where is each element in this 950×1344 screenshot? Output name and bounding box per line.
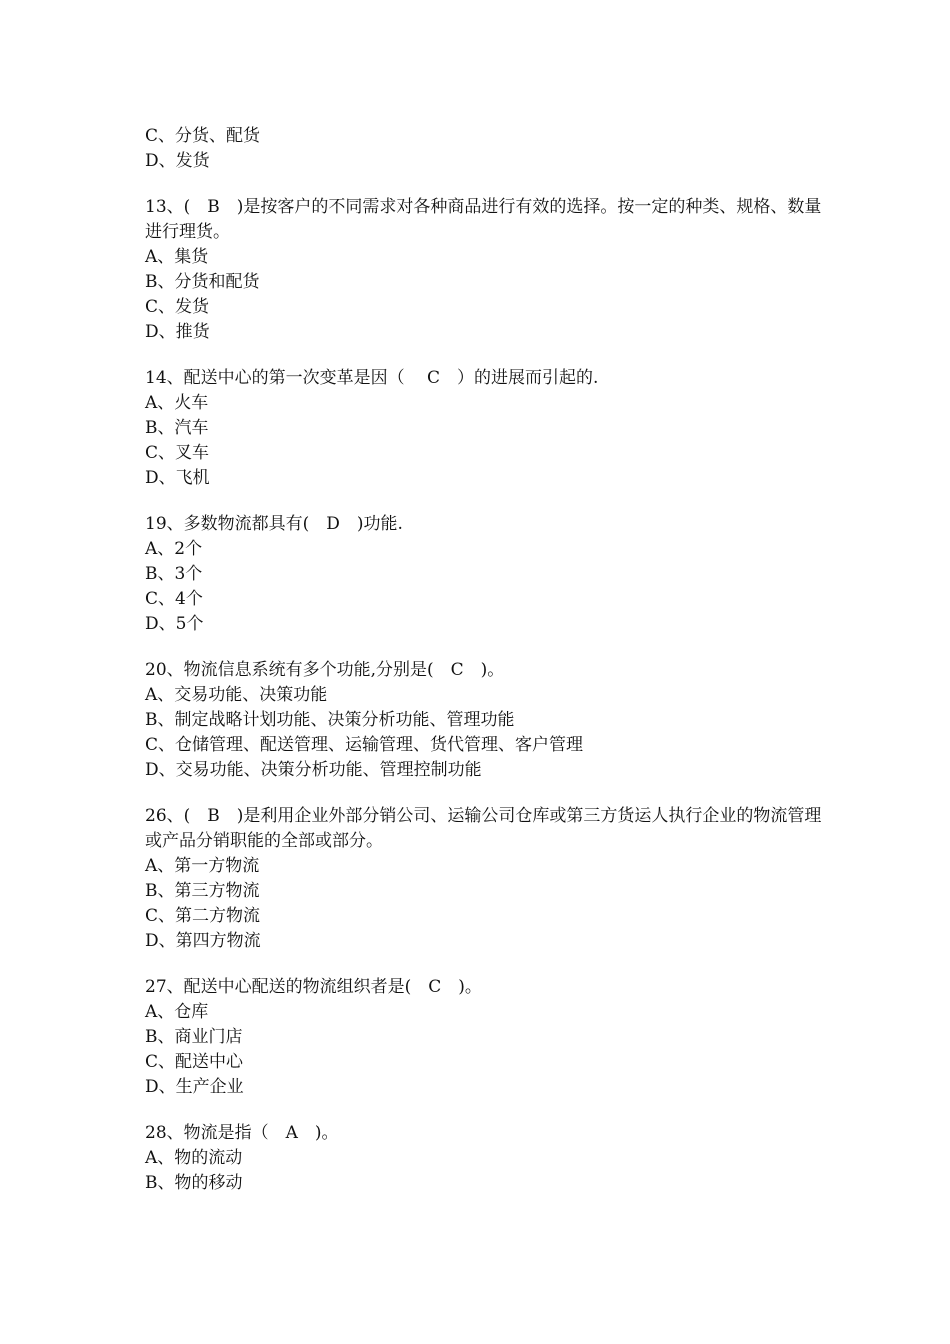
option-d: D、飞机 [145, 468, 210, 488]
question-13 [145, 195, 825, 345]
option-a: A、交易功能、决策功能 [145, 685, 328, 705]
option-a: A、物的流动 [145, 1148, 243, 1168]
question-20 [145, 658, 825, 783]
question-28 [145, 1121, 825, 1196]
option-b: B、第三方物流 [145, 881, 260, 901]
option-b: B、3个 [145, 564, 203, 584]
question-19 [145, 512, 825, 637]
question-27 [145, 975, 825, 1100]
option-b: B、汽车 [145, 418, 209, 438]
option-a: A、火车 [145, 393, 209, 413]
question-26 [145, 804, 825, 954]
option-d: D、生产企业 [145, 1077, 244, 1097]
option-a: A、第一方物流 [145, 856, 260, 876]
option-c: C、分货、配货 [145, 126, 261, 146]
option-c: C、第二方物流 [145, 906, 261, 926]
option-c: C、配送中心 [145, 1052, 244, 1072]
question-12-tail [145, 124, 825, 174]
option-c: C、仓储管理、配送管理、运输管理、货代管理、客户管理 [145, 735, 584, 755]
question-stem: 27、配送中心配送的物流组织者是( C )。 [145, 977, 482, 997]
option-d: D、交易功能、决策分析功能、管理控制功能 [145, 760, 482, 780]
option-a: A、仓库 [145, 1002, 209, 1022]
document-page [145, 124, 825, 1217]
question-stem: 20、物流信息系统有多个功能,分别是( C )。 [145, 660, 505, 680]
option-c: C、发货 [145, 297, 210, 317]
option-a: A、2个 [145, 539, 203, 559]
option-b: B、商业门店 [145, 1027, 243, 1047]
option-a: A、集货 [145, 247, 209, 267]
option-b: B、制定战略计划功能、决策分析功能、管理功能 [145, 710, 515, 730]
question-stem: 26、( B )是利用企业外部分销公司、运输公司仓库或第三方货运人执行企业的物流管理或产品分销职能的全部或部分。 [145, 806, 822, 851]
option-c: C、4个 [145, 589, 203, 609]
question-stem: 19、多数物流都具有( D )功能. [145, 514, 403, 534]
question-stem: 13、( B )是按客户的不同需求对各种商品进行有效的选择。按一定的种类、规格、数量进行理货。 [145, 197, 822, 242]
question-stem: 28、物流是指（ A )。 [145, 1123, 339, 1143]
option-d: D、第四方物流 [145, 931, 261, 951]
option-d: D、5个 [145, 614, 204, 634]
option-d: D、发货 [145, 151, 210, 171]
question-14 [145, 366, 825, 491]
question-stem: 14、配送中心的第一次变革是因（ C ）的进展而引起的. [145, 368, 599, 388]
option-c: C、叉车 [145, 443, 210, 463]
option-b: B、分货和配货 [145, 272, 260, 292]
option-b: B、物的移动 [145, 1173, 243, 1193]
option-d: D、推货 [145, 322, 210, 342]
